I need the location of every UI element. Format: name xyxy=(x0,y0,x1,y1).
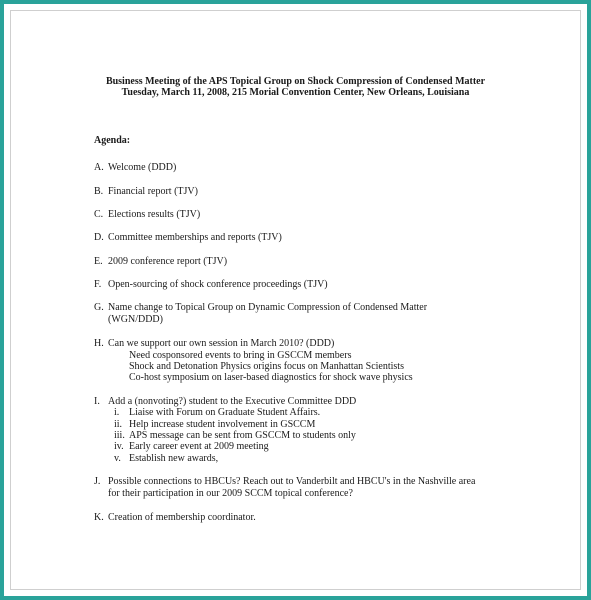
agenda-item-letter: J. xyxy=(94,476,101,487)
agenda-item-text: Financial report (TJV) xyxy=(108,186,198,197)
meeting-title-line2: Tuesday, March 11, 2008, 215 Morial Convention Center, New Orleans, Louisiana xyxy=(121,87,470,98)
meeting-title xyxy=(4,76,587,98)
agenda-item-letter: D. xyxy=(94,232,104,243)
i-subitem-text: Early career event at 2009 meeting xyxy=(129,441,269,452)
agenda-item-text: Add a (nonvoting?) student to the Executive Committee DDD xyxy=(108,396,357,407)
i-subitem-text: Help increase student involvement in GSCCM xyxy=(129,419,316,430)
i-subitem-text: APS message can be sent from GSCCM to students only xyxy=(129,430,356,441)
agenda-item-text: Welcome (DDD) xyxy=(108,162,177,173)
agenda-item-text-line1: Name change to Topical Group on Dynamic Compression of Condensed Matter xyxy=(108,302,428,313)
h-subitem: Shock and Detonation Physics origins focus on Manhattan Scientists xyxy=(129,361,404,372)
agenda-item-text: Creation of membership coordinator. xyxy=(108,512,256,523)
agenda-item-letter: H. xyxy=(94,338,104,349)
agenda-item-text: 2009 conference report (TJV) xyxy=(108,256,228,267)
meeting-title-line1: Business Meeting of the APS Topical Group on Shock Compression of Condensed Matter xyxy=(105,76,486,87)
agenda-item-letter: I. xyxy=(94,396,100,407)
i-subitem-number: iii. xyxy=(114,430,125,441)
agenda-item-text: Can we support our own session in March 2010? (DDD) xyxy=(108,338,335,349)
agenda-item-text-line2: for their participation in our 2009 SCCM topical conference? xyxy=(108,488,353,499)
agenda-item-letter: A. xyxy=(94,162,104,173)
agenda-item-letter: E. xyxy=(94,256,103,267)
i-subitem-number: iv. xyxy=(114,441,124,452)
agenda-heading: Agenda: xyxy=(94,135,131,146)
agenda-item-text-line2: (WGN/DDD) xyxy=(108,314,163,325)
agenda-item-text: Open-sourcing of shock conference proceedings (TJV) xyxy=(108,279,328,290)
agenda-item-letter: C. xyxy=(94,209,104,220)
agenda-item-letter: K. xyxy=(94,512,104,523)
i-subitem-number: i. xyxy=(114,407,120,418)
h-subitem: Co-host symposium on laser-based diagnostics for shock wave physics xyxy=(129,372,413,383)
agenda-item-text-line1: Possible connections to HBCUs? Reach out to Vanderbilt and HBCU's in the Nashville area xyxy=(108,476,476,487)
i-subitem-text: Establish new awards, xyxy=(129,453,219,464)
h-subitem: Need cosponsored events to bring in GSCCM members xyxy=(129,350,352,361)
i-subitem-number: v. xyxy=(114,453,121,464)
agenda-item-letter: G. xyxy=(94,302,104,313)
agenda-item-text xyxy=(108,302,508,326)
agenda-item-text: Committee memberships and reports (TJV) xyxy=(108,232,282,243)
agenda-item-letter: F. xyxy=(94,279,102,290)
document-content xyxy=(4,4,587,596)
agenda-item-text: Elections results (TJV) xyxy=(108,209,201,220)
i-subitem-text: Liaise with Forum on Graduate Student Affairs. xyxy=(129,407,321,418)
agenda-item-letter: B. xyxy=(94,186,104,197)
agenda-item-text xyxy=(108,476,508,500)
i-subitem-number: ii. xyxy=(114,419,123,430)
